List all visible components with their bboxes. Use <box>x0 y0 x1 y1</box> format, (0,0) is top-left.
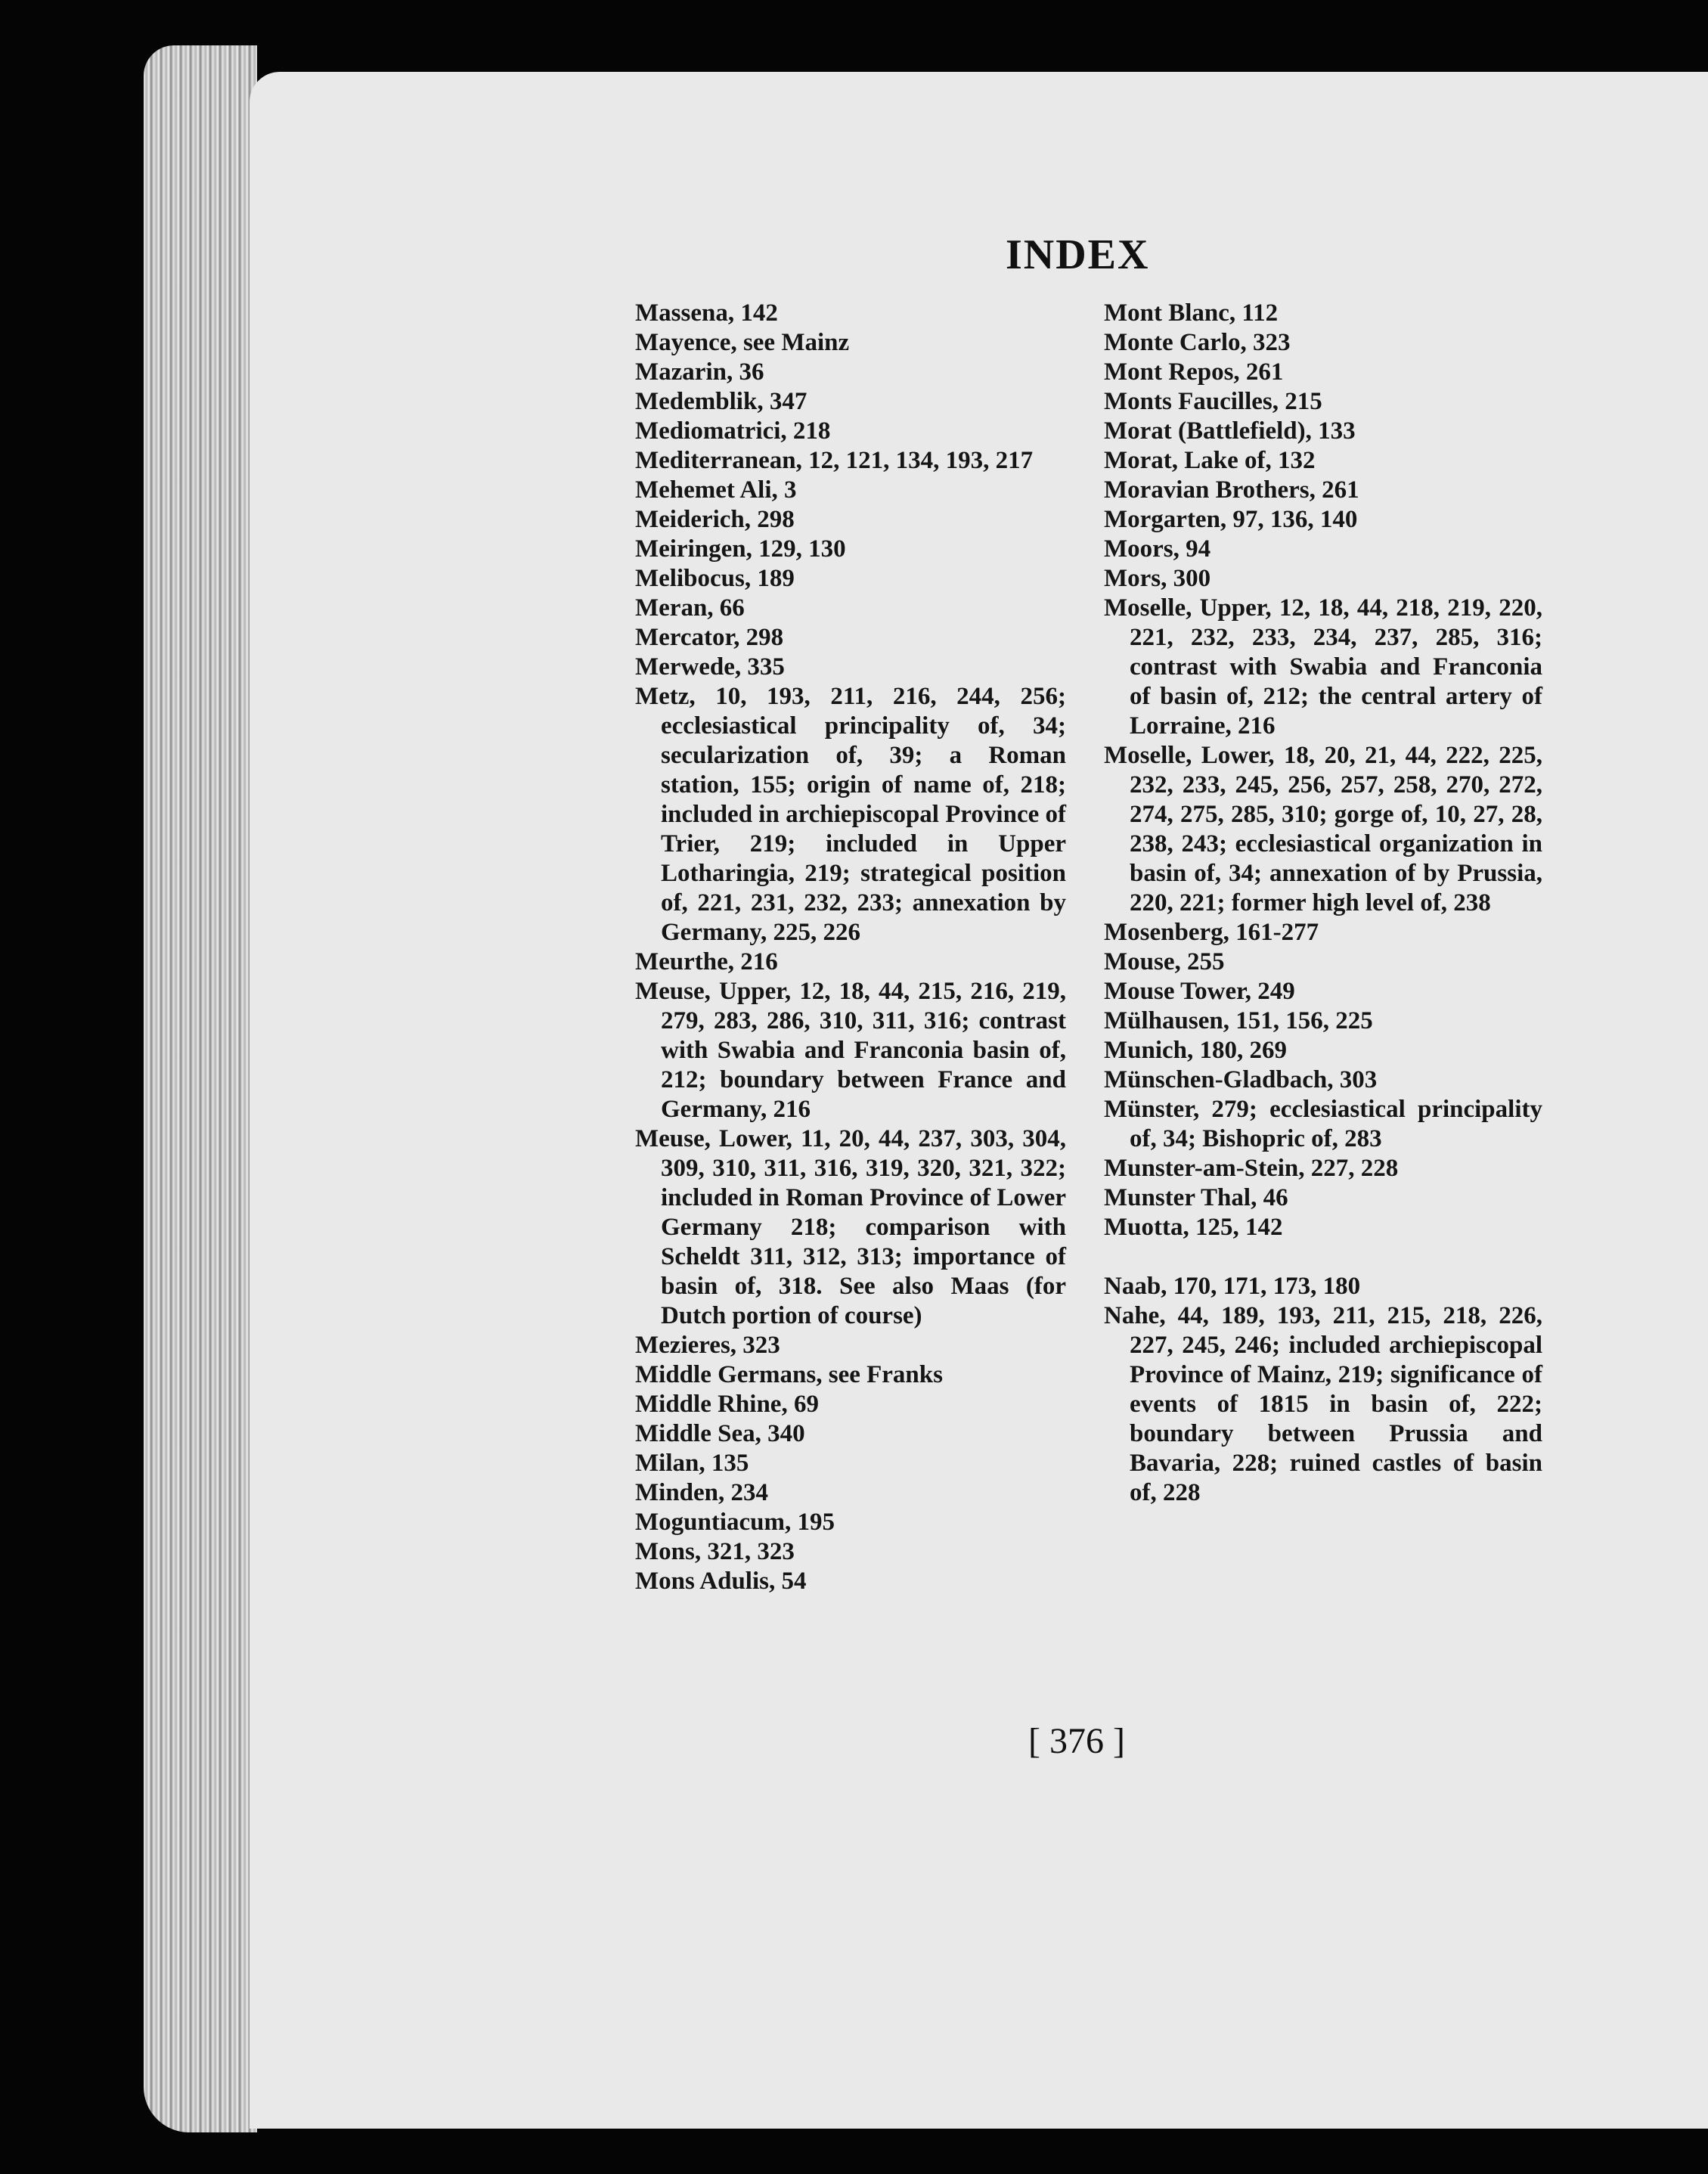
index-entry: Moguntiacum, 195 <box>635 1509 835 1536</box>
index-entry: Mouse, 255 <box>1104 948 1225 975</box>
index-entry: Moors, 94 <box>1104 535 1211 563</box>
index-entry: Mosenberg, 161-277 <box>1104 919 1319 946</box>
index-entry: Morat, Lake of, 132 <box>1104 447 1316 474</box>
index-entry: Middle Germans, see Franks <box>635 1361 943 1388</box>
page-title: INDEX <box>1006 231 1150 278</box>
index-entry: Mediomatrici, 218 <box>635 417 831 445</box>
index-entry: Munster-am-Stein, 227, 228 <box>1104 1155 1399 1182</box>
index-entry: Meuse, Upper, 12, 18, 44, 215, 216, 219, 279, 283, 286, 310, 311, 316; contrast with Swabia and Franconia basin of, 212; boundary between France and Germany, 216 <box>635 978 1066 1123</box>
index-column-left <box>635 299 1066 1596</box>
index-entry: Mons Adulis, 54 <box>635 1568 807 1595</box>
index-entry: Meiringen, 129, 130 <box>635 535 846 563</box>
index-entry: Massena, 142 <box>635 299 778 327</box>
index-entry: Münschen-Gladbach, 303 <box>1104 1066 1378 1093</box>
index-entry: Mezieres, 323 <box>635 1332 780 1359</box>
index-entry: Morat (Battlefield), 133 <box>1104 417 1356 445</box>
index-entry: Minden, 234 <box>635 1479 769 1506</box>
index-entry: Meuse, Lower, 11, 20, 44, 237, 303, 304, 309, 310, 311, 316, 319, 320, 321, 322; included in Roman Province of Lower Germany 218; comparison with Scheldt 311, 312, 313; importance of basin of, 318. See also Maas (for Dutch portion of course) <box>635 1125 1066 1329</box>
index-entry: Morgarten, 97, 136, 140 <box>1104 506 1358 533</box>
index-entry: Monts Faucilles, 215 <box>1104 388 1322 415</box>
index-entry: Naab, 170, 171, 173, 180 <box>1104 1273 1361 1300</box>
index-entry: Mont Blanc, 112 <box>1104 299 1279 327</box>
index-entry: Melibocus, 189 <box>635 565 795 592</box>
index-entry: Meurthe, 216 <box>635 948 778 975</box>
section-gap <box>1104 1242 1542 1272</box>
index-entry: Mediterranean, 12, 121, 134, 193, 217 <box>635 447 1034 474</box>
index-entry: Medemblik, 347 <box>635 388 808 415</box>
index-entry: Muotta, 125, 142 <box>1104 1214 1283 1241</box>
index-entry: Mayence, see Mainz <box>635 329 850 356</box>
index-entry: Mons, 321, 323 <box>635 1538 795 1565</box>
index-entry: Middle Rhine, 69 <box>635 1391 819 1418</box>
index-entry: Monte Carlo, 323 <box>1104 329 1291 356</box>
index-entry: Mors, 300 <box>1104 565 1211 592</box>
index-entry: Moselle, Lower, 18, 20, 21, 44, 222, 225, 232, 233, 245, 256, 257, 258, 270, 272, 274, 275, 285, 310; gorge of, 10, 27, 28, 238, 243; ecclesiastical organization in basin of, 34; annexation of by Prussia, 220, 221; former high level of, 238 <box>1104 742 1542 916</box>
index-entry: Mont Repos, 261 <box>1104 358 1284 386</box>
index-entry: Moravian Brothers, 261 <box>1104 476 1359 504</box>
index-column-right <box>1104 299 1542 1508</box>
index-entry: Metz, 10, 193, 211, 216, 244, 256; ecclesiastical principality of, 34; secularization of, 39; a Roman station, 155; origin of name of, 218; included in archiepiscopal Province of Trier, 219; included in Upper Lotharingia, 219; strategical position of, 221, 231, 232, 233; annexation by Germany, 225, 226 <box>635 683 1066 946</box>
index-entry: Munster Thal, 46 <box>1104 1184 1288 1211</box>
index-entry: Meiderich, 298 <box>635 506 795 533</box>
index-entry: Moselle, Upper, 12, 18, 44, 218, 219, 220, 221, 232, 233, 234, 237, 285, 316; contrast with Swabia and Franconia of basin of, 212; the central artery of Lorraine, 216 <box>1104 594 1542 740</box>
index-entry: Middle Sea, 340 <box>635 1420 805 1447</box>
index-entry: Mehemet Ali, 3 <box>635 476 797 504</box>
index-entry: Nahe, 44, 189, 193, 211, 215, 218, 226, 227, 245, 246; included archiepiscopal Province of Mainz, 219; significance of events of 1815 in basin of, 222; boundary between Prussia and Bavaria, 228; ruined castles of basin of, 228 <box>1104 1302 1542 1506</box>
index-entry: Merwede, 335 <box>635 653 785 681</box>
index-entry: Munich, 180, 269 <box>1104 1037 1288 1064</box>
page-number: [ 376 ] <box>1028 1721 1125 1761</box>
index-entry: Münster, 279; ecclesiastical principality of, 34; Bishopric of, 283 <box>1104 1096 1542 1152</box>
index-entry: Mercator, 298 <box>635 624 784 651</box>
book-page-edges <box>144 45 257 2132</box>
index-entry: Meran, 66 <box>635 594 745 622</box>
index-entry: Milan, 135 <box>635 1450 749 1477</box>
index-entry: Mouse Tower, 249 <box>1104 978 1295 1005</box>
index-entry: Mazarin, 36 <box>635 358 764 386</box>
index-entry: Mülhausen, 151, 156, 225 <box>1104 1007 1373 1034</box>
